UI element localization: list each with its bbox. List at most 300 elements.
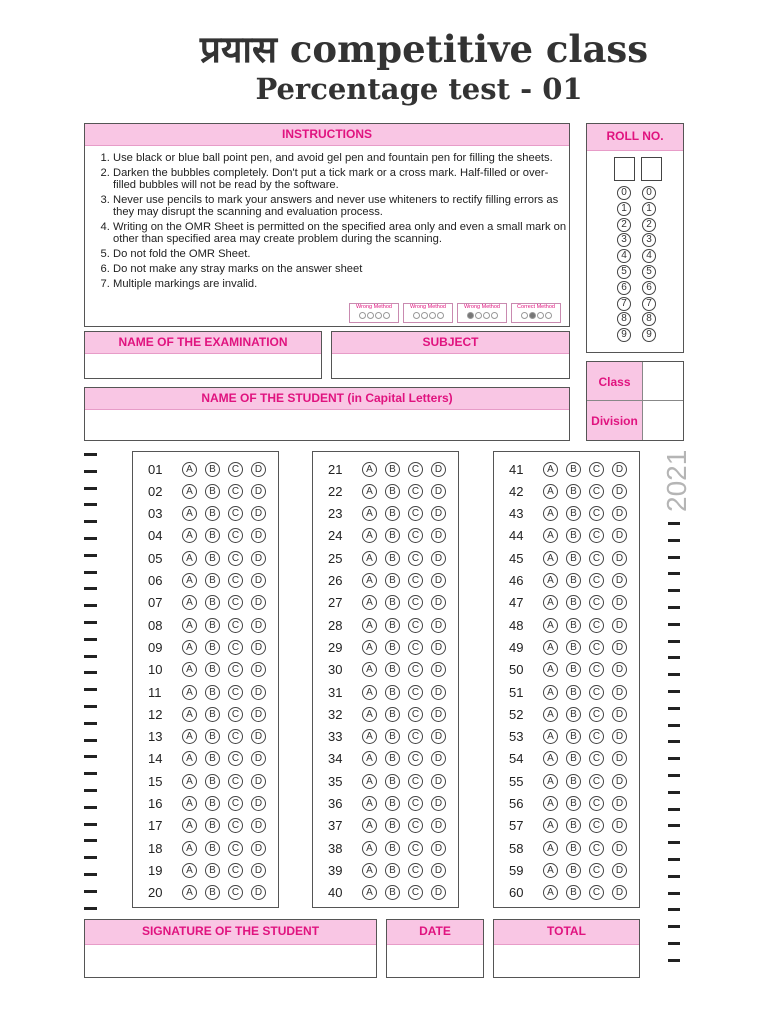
answer-bubble-b[interactable]: B xyxy=(385,751,400,766)
answer-bubble-c[interactable]: C xyxy=(228,751,243,766)
answer-bubble-a[interactable]: A xyxy=(543,774,558,789)
roll-digit-box-2[interactable] xyxy=(641,157,662,181)
answer-bubble-b[interactable]: B xyxy=(385,551,400,566)
answer-bubble-c[interactable]: C xyxy=(589,774,604,789)
answer-bubble-b[interactable]: B xyxy=(205,863,220,878)
answer-bubble-a[interactable]: A xyxy=(362,707,377,722)
answer-bubble-b[interactable]: B xyxy=(385,484,400,499)
answer-bubble-b[interactable]: B xyxy=(205,640,220,655)
roll-digit-bubble[interactable]: 7 xyxy=(617,297,631,311)
answer-bubble-c[interactable]: C xyxy=(408,662,423,677)
answer-bubble-a[interactable]: A xyxy=(182,751,197,766)
answer-bubble-b[interactable]: B xyxy=(205,573,220,588)
question-number: 38 xyxy=(328,840,343,856)
timing-mark xyxy=(84,705,97,708)
division-label-cell xyxy=(587,401,643,440)
answer-bubble-b[interactable]: B xyxy=(566,863,581,878)
answer-bubble-d[interactable]: D xyxy=(251,618,266,633)
answer-bubble-d[interactable]: D xyxy=(612,751,627,766)
answer-bubble-c[interactable]: C xyxy=(589,662,604,677)
answer-bubble-a[interactable]: A xyxy=(543,595,558,610)
question-number: 26 xyxy=(328,573,343,588)
answer-bubble-a[interactable]: A xyxy=(362,774,377,789)
answer-bubble-b[interactable]: B xyxy=(205,751,220,766)
answer-bubble-a[interactable]: A xyxy=(182,662,197,677)
answer-bubble-b[interactable]: B xyxy=(385,841,400,856)
subject-field[interactable] xyxy=(331,331,570,379)
timing-mark xyxy=(84,839,97,842)
answer-bubble-c[interactable]: C xyxy=(408,528,423,543)
answer-bubble-c[interactable]: C xyxy=(408,573,423,588)
answer-bubble-d[interactable]: D xyxy=(612,462,627,477)
answer-bubble-a[interactable]: A xyxy=(362,618,377,633)
examination-name-field[interactable] xyxy=(84,331,322,379)
answer-bubble-b[interactable]: B xyxy=(205,618,220,633)
answer-bubble-b[interactable]: B xyxy=(205,774,220,789)
answer-bubble-a[interactable]: A xyxy=(543,551,558,566)
answer-bubble-d[interactable]: D xyxy=(431,462,446,477)
answer-bubble-d[interactable]: D xyxy=(431,685,446,700)
answer-bubble-d[interactable]: D xyxy=(431,707,446,722)
answer-bubble-d[interactable]: D xyxy=(612,729,627,744)
answer-bubble-c[interactable]: C xyxy=(589,707,604,722)
answer-bubble-a[interactable]: A xyxy=(182,573,197,588)
answer-bubble-d[interactable]: D xyxy=(431,595,446,610)
answer-bubble-a[interactable]: A xyxy=(362,595,377,610)
answer-bubble-b[interactable]: B xyxy=(205,841,220,856)
answer-bubble-d[interactable]: D xyxy=(612,774,627,789)
answer-bubble-b[interactable]: B xyxy=(205,707,220,722)
answer-bubble-a[interactable]: A xyxy=(362,863,377,878)
answer-bubble-c[interactable]: C xyxy=(408,841,423,856)
answer-bubble-d[interactable]: D xyxy=(251,796,266,811)
answer-bubble-a[interactable]: A xyxy=(543,506,558,521)
timing-mark xyxy=(668,774,680,777)
answer-bubble-b[interactable]: B xyxy=(566,462,581,477)
answer-bubble-a[interactable]: A xyxy=(543,462,558,477)
answer-bubble-d[interactable]: D xyxy=(612,885,627,900)
roll-digit-bubble[interactable]: 1 xyxy=(642,202,656,216)
answer-bubble-c[interactable]: C xyxy=(589,796,604,811)
answer-bubble-d[interactable]: D xyxy=(431,818,446,833)
answer-bubble-d[interactable]: D xyxy=(612,484,627,499)
answer-bubble-a[interactable]: A xyxy=(362,484,377,499)
answer-bubble-c[interactable]: C xyxy=(589,841,604,856)
answer-bubble-c[interactable]: C xyxy=(589,528,604,543)
answer-bubble-a[interactable]: A xyxy=(362,818,377,833)
answer-bubble-c[interactable]: C xyxy=(228,551,243,566)
answer-bubble-a[interactable]: A xyxy=(543,885,558,900)
answer-bubble-c[interactable]: C xyxy=(589,863,604,878)
answer-bubble-b[interactable]: B xyxy=(205,885,220,900)
answer-bubble-b[interactable]: B xyxy=(566,484,581,499)
answer-bubble-c[interactable]: C xyxy=(228,528,243,543)
answer-bubble-c[interactable]: C xyxy=(228,573,243,588)
answer-bubble-d[interactable]: D xyxy=(612,707,627,722)
timing-mark xyxy=(84,554,97,557)
answer-bubble-a[interactable]: A xyxy=(182,841,197,856)
answer-bubble-c[interactable]: C xyxy=(228,774,243,789)
answer-bubble-a[interactable]: A xyxy=(362,506,377,521)
answer-bubble-c[interactable]: C xyxy=(408,707,423,722)
answer-bubble-d[interactable]: D xyxy=(251,774,266,789)
answer-bubble-a[interactable]: A xyxy=(543,751,558,766)
answer-bubble-a[interactable]: A xyxy=(543,863,558,878)
answer-bubble-b[interactable]: B xyxy=(385,818,400,833)
answer-bubble-b[interactable]: B xyxy=(205,685,220,700)
answer-bubble-c[interactable]: C xyxy=(228,640,243,655)
answer-bubble-b[interactable]: B xyxy=(385,774,400,789)
total-field[interactable] xyxy=(493,919,640,978)
roll-digit-bubble[interactable]: 2 xyxy=(617,218,631,232)
answer-bubble-d[interactable]: D xyxy=(431,774,446,789)
answer-bubble-c[interactable]: C xyxy=(589,685,604,700)
answer-bubble-b[interactable]: B xyxy=(205,528,220,543)
answer-bubble-c[interactable]: C xyxy=(408,640,423,655)
answer-bubble-d[interactable]: D xyxy=(431,863,446,878)
answer-bubble-a[interactable]: A xyxy=(362,841,377,856)
answer-bubble-c[interactable]: C xyxy=(589,484,604,499)
roll-digit-bubble[interactable]: 0 xyxy=(642,186,656,200)
answer-bubble-d[interactable]: D xyxy=(251,462,266,477)
answer-bubble-a[interactable]: A xyxy=(362,685,377,700)
timing-mark xyxy=(668,858,680,861)
answer-bubble-b[interactable]: B xyxy=(205,551,220,566)
question-row xyxy=(328,573,454,589)
answer-bubble-d[interactable]: D xyxy=(612,640,627,655)
answer-bubble-b[interactable]: B xyxy=(385,885,400,900)
answer-bubble-b[interactable]: B xyxy=(385,863,400,878)
answer-bubble-b[interactable]: B xyxy=(385,573,400,588)
answer-bubble-c[interactable]: C xyxy=(228,863,243,878)
question-row xyxy=(148,796,274,812)
answer-bubble-d[interactable]: D xyxy=(431,796,446,811)
answer-bubble-a[interactable]: A xyxy=(362,662,377,677)
answer-bubble-b[interactable]: B xyxy=(385,685,400,700)
roll-digit-bubble[interactable]: 9 xyxy=(642,328,656,342)
answer-bubble-c[interactable]: C xyxy=(408,751,423,766)
answer-bubble-a[interactable]: A xyxy=(182,707,197,722)
subject-label: SUBJECT xyxy=(332,332,569,354)
answer-bubble-b[interactable]: B xyxy=(205,818,220,833)
answer-bubble-a[interactable]: A xyxy=(362,640,377,655)
answer-bubble-a[interactable]: A xyxy=(543,640,558,655)
answer-bubble-c[interactable]: C xyxy=(589,506,604,521)
answer-bubble-d[interactable]: D xyxy=(612,662,627,677)
question-number: 34 xyxy=(328,751,343,767)
roll-digit-box-1[interactable] xyxy=(614,157,635,181)
answer-bubble-b[interactable]: B xyxy=(385,506,400,521)
answer-bubble-c[interactable]: C xyxy=(589,751,604,766)
answer-bubble-c[interactable]: C xyxy=(408,484,423,499)
answer-bubble-c[interactable]: C xyxy=(589,595,604,610)
answer-bubble-c[interactable]: C xyxy=(408,506,423,521)
answer-bubble-a[interactable]: A xyxy=(182,885,197,900)
answer-bubble-c[interactable]: C xyxy=(228,484,243,499)
answer-bubble-b[interactable]: B xyxy=(385,595,400,610)
answer-bubble-b[interactable]: B xyxy=(566,818,581,833)
answer-bubble-a[interactable]: A xyxy=(182,796,197,811)
answer-bubble-c[interactable]: C xyxy=(589,640,604,655)
answer-bubble-c[interactable]: C xyxy=(408,551,423,566)
question-number: 04 xyxy=(148,528,163,544)
answer-bubble-d[interactable]: D xyxy=(612,528,627,543)
answer-bubble-a[interactable]: A xyxy=(543,618,558,633)
timing-mark xyxy=(668,757,680,760)
roll-digit-bubble[interactable]: 8 xyxy=(617,312,631,326)
question-row xyxy=(509,550,635,566)
answer-bubble-a[interactable]: A xyxy=(543,573,558,588)
roll-digit-bubble[interactable]: 6 xyxy=(642,281,656,295)
answer-bubble-c[interactable]: C xyxy=(228,885,243,900)
answer-bubble-d[interactable]: D xyxy=(431,841,446,856)
timing-mark xyxy=(668,925,680,928)
answer-bubble-c[interactable]: C xyxy=(228,595,243,610)
method-label: Wrong Method xyxy=(410,304,446,310)
answer-bubble-b[interactable]: B xyxy=(205,662,220,677)
timing-mark xyxy=(668,623,680,626)
roll-number-header: ROLL NO. xyxy=(587,124,683,151)
answer-bubble-a[interactable]: A xyxy=(543,729,558,744)
answer-bubble-c[interactable]: C xyxy=(408,885,423,900)
student-name-field[interactable] xyxy=(84,387,570,441)
answer-bubble-a[interactable]: A xyxy=(362,751,377,766)
answer-bubble-b[interactable]: B xyxy=(566,528,581,543)
answer-bubble-a[interactable]: A xyxy=(182,506,197,521)
answer-bubble-d[interactable]: D xyxy=(431,528,446,543)
answer-bubble-b[interactable]: B xyxy=(205,506,220,521)
answer-bubble-a[interactable]: A xyxy=(362,729,377,744)
roll-digit-bubble[interactable]: 6 xyxy=(617,281,631,295)
answer-bubble-b[interactable]: B xyxy=(205,484,220,499)
answer-bubble-c[interactable]: C xyxy=(589,885,604,900)
answer-bubble-d[interactable]: D xyxy=(612,863,627,878)
answer-bubble-c[interactable]: C xyxy=(408,774,423,789)
answer-bubble-a[interactable]: A xyxy=(182,685,197,700)
answer-bubble-b[interactable]: B xyxy=(566,751,581,766)
answer-bubble-c[interactable]: C xyxy=(408,729,423,744)
division-input[interactable] xyxy=(643,401,683,440)
answer-bubble-d[interactable]: D xyxy=(612,506,627,521)
answer-bubble-b[interactable]: B xyxy=(566,618,581,633)
answer-bubble-a[interactable]: A xyxy=(362,551,377,566)
answer-bubble-d[interactable]: D xyxy=(431,573,446,588)
answer-bubble-d[interactable]: D xyxy=(251,573,266,588)
answer-bubble-d[interactable]: D xyxy=(251,685,266,700)
answer-bubble-a[interactable]: A xyxy=(182,774,197,789)
answer-bubble-c[interactable]: C xyxy=(589,729,604,744)
answer-bubble-c[interactable]: C xyxy=(408,863,423,878)
answer-bubble-d[interactable]: D xyxy=(431,729,446,744)
answer-bubble-b[interactable]: B xyxy=(205,729,220,744)
answer-bubble-c[interactable]: C xyxy=(408,595,423,610)
answer-bubble-b[interactable]: B xyxy=(566,885,581,900)
answer-bubble-a[interactable]: A xyxy=(543,796,558,811)
answer-bubble-c[interactable]: C xyxy=(589,618,604,633)
roll-digit-bubble[interactable]: 5 xyxy=(642,265,656,279)
answer-bubble-d[interactable]: D xyxy=(251,640,266,655)
roll-digit-bubble[interactable]: 3 xyxy=(642,233,656,247)
answer-bubble-d[interactable]: D xyxy=(251,885,266,900)
answer-bubble-c[interactable]: C xyxy=(408,796,423,811)
answer-bubble-a[interactable]: A xyxy=(543,818,558,833)
answer-bubble-d[interactable]: D xyxy=(251,484,266,499)
answer-bubble-b[interactable]: B xyxy=(566,685,581,700)
answer-bubble-b[interactable]: B xyxy=(385,528,400,543)
answer-bubble-b[interactable]: B xyxy=(385,640,400,655)
answer-bubble-d[interactable]: D xyxy=(251,528,266,543)
answer-bubble-c[interactable]: C xyxy=(589,462,604,477)
answer-bubble-b[interactable]: B xyxy=(566,841,581,856)
roll-digit-bubble[interactable]: 7 xyxy=(642,297,656,311)
answer-bubble-a[interactable]: A xyxy=(362,796,377,811)
question-row xyxy=(148,617,274,633)
question-number: 39 xyxy=(328,862,343,878)
answer-bubble-b[interactable]: B xyxy=(566,506,581,521)
answer-bubble-a[interactable]: A xyxy=(182,528,197,543)
answer-bubble-a[interactable]: A xyxy=(362,573,377,588)
answer-bubble-a[interactable]: A xyxy=(182,551,197,566)
answer-bubble-c[interactable]: C xyxy=(228,796,243,811)
answer-bubble-c[interactable]: C xyxy=(228,729,243,744)
question-number: 21 xyxy=(328,461,343,477)
roll-digit-bubble[interactable]: 3 xyxy=(617,233,631,247)
answer-bubble-a[interactable]: A xyxy=(182,863,197,878)
answer-bubble-d[interactable]: D xyxy=(251,662,266,677)
answer-bubble-d[interactable]: D xyxy=(251,595,266,610)
roll-digit-bubble[interactable]: 2 xyxy=(642,218,656,232)
answer-bubble-b[interactable]: B xyxy=(385,462,400,477)
answer-bubble-a[interactable]: A xyxy=(182,462,197,477)
answer-bubble-d[interactable]: D xyxy=(251,841,266,856)
answer-bubble-d[interactable]: D xyxy=(251,818,266,833)
answer-bubble-d[interactable]: D xyxy=(431,484,446,499)
answer-bubble-c[interactable]: C xyxy=(408,618,423,633)
answer-bubble-c[interactable]: C xyxy=(228,662,243,677)
answer-bubble-d[interactable]: D xyxy=(431,662,446,677)
answer-bubble-d[interactable]: D xyxy=(431,640,446,655)
question-number: 40 xyxy=(328,885,343,901)
answer-bubble-d[interactable]: D xyxy=(251,707,266,722)
answer-bubble-b[interactable]: B xyxy=(205,462,220,477)
answer-bubble-b[interactable]: B xyxy=(566,662,581,677)
answer-bubble-a[interactable]: A xyxy=(543,484,558,499)
answer-bubble-a[interactable]: A xyxy=(362,528,377,543)
answer-bubble-b[interactable]: B xyxy=(566,551,581,566)
answer-bubble-d[interactable]: D xyxy=(612,796,627,811)
answer-bubble-b[interactable]: B xyxy=(205,796,220,811)
answer-bubble-a[interactable]: A xyxy=(362,462,377,477)
roll-digit-bubble[interactable]: 9 xyxy=(617,328,631,342)
answer-bubble-b[interactable]: B xyxy=(566,729,581,744)
question-row xyxy=(509,818,635,834)
answer-bubble-d[interactable]: D xyxy=(431,885,446,900)
answer-bubble-b[interactable]: B xyxy=(385,707,400,722)
answer-bubble-b[interactable]: B xyxy=(566,774,581,789)
answer-bubble-c[interactable]: C xyxy=(228,707,243,722)
answer-bubble-a[interactable]: A xyxy=(543,685,558,700)
answer-bubble-b[interactable]: B xyxy=(385,729,400,744)
answer-bubble-d[interactable]: D xyxy=(612,551,627,566)
answer-bubble-c[interactable]: C xyxy=(589,573,604,588)
answer-bubble-a[interactable]: A xyxy=(182,818,197,833)
answer-bubble-d[interactable]: D xyxy=(612,685,627,700)
answer-bubble-a[interactable]: A xyxy=(182,640,197,655)
answer-bubble-c[interactable]: C xyxy=(228,685,243,700)
answer-bubble-c[interactable]: C xyxy=(408,462,423,477)
question-number: 05 xyxy=(148,550,163,566)
answer-bubble-d[interactable]: D xyxy=(251,751,266,766)
roll-digit-bubble[interactable]: 1 xyxy=(617,202,631,216)
answer-bubble-c[interactable]: C xyxy=(228,462,243,477)
answer-bubble-a[interactable]: A xyxy=(182,618,197,633)
answer-bubble-d[interactable]: D xyxy=(612,618,627,633)
answer-bubble-d[interactable]: D xyxy=(612,841,627,856)
answer-bubble-b[interactable]: B xyxy=(566,707,581,722)
answer-bubble-d[interactable]: D xyxy=(612,818,627,833)
answer-bubble-b[interactable]: B xyxy=(566,595,581,610)
roll-digit-bubble[interactable]: 8 xyxy=(642,312,656,326)
answer-bubble-c[interactable]: C xyxy=(228,818,243,833)
answer-bubble-d[interactable]: D xyxy=(251,729,266,744)
answer-bubble-d[interactable]: D xyxy=(431,506,446,521)
question-number: 30 xyxy=(328,662,343,678)
answer-bubble-a[interactable]: A xyxy=(182,729,197,744)
answer-bubble-c[interactable]: C xyxy=(589,818,604,833)
answer-bubble-d[interactable]: D xyxy=(431,751,446,766)
answer-bubble-b[interactable]: B xyxy=(385,796,400,811)
date-field[interactable] xyxy=(386,919,484,978)
answer-bubble-b[interactable]: B xyxy=(205,595,220,610)
answer-bubble-c[interactable]: C xyxy=(408,818,423,833)
answer-bubble-c[interactable]: C xyxy=(228,618,243,633)
answer-bubble-a[interactable]: A xyxy=(543,662,558,677)
question-row xyxy=(328,461,454,477)
answer-bubble-c[interactable]: C xyxy=(408,685,423,700)
answer-bubble-b[interactable]: B xyxy=(566,796,581,811)
roll-digit-bubble[interactable]: 4 xyxy=(642,249,656,263)
answer-bubble-c[interactable]: C xyxy=(589,551,604,566)
answer-bubble-d[interactable]: D xyxy=(431,551,446,566)
answer-bubble-d[interactable]: D xyxy=(612,595,627,610)
instruction-item: 6. Do not make any stray marks on the answer sheet xyxy=(113,263,569,275)
answer-bubble-b[interactable]: B xyxy=(566,573,581,588)
signature-field[interactable] xyxy=(84,919,377,978)
answer-bubble-b[interactable]: B xyxy=(385,662,400,677)
answer-bubble-d[interactable]: D xyxy=(251,863,266,878)
answer-bubble-a[interactable]: A xyxy=(543,707,558,722)
answer-bubble-b[interactable]: B xyxy=(566,640,581,655)
roll-digit-bubble[interactable]: 4 xyxy=(617,249,631,263)
answer-bubble-d[interactable]: D xyxy=(612,573,627,588)
roll-digit-bubble[interactable]: 0 xyxy=(617,186,631,200)
roll-digit-bubble[interactable]: 5 xyxy=(617,265,631,279)
answer-bubble-b[interactable]: B xyxy=(385,618,400,633)
answer-bubble-d[interactable]: D xyxy=(251,551,266,566)
answer-bubble-d[interactable]: D xyxy=(251,506,266,521)
answer-bubble-a[interactable]: A xyxy=(543,841,558,856)
class-input[interactable] xyxy=(643,362,683,401)
answer-bubble-c[interactable]: C xyxy=(228,506,243,521)
instruction-item: 3. Never use pencils to mark your answers and never use whiteners to rectify filling errors as they may disrupt the scanning and evaluation process. xyxy=(113,194,569,218)
answer-bubble-d[interactable]: D xyxy=(431,618,446,633)
answer-bubble-a[interactable]: A xyxy=(182,595,197,610)
answer-bubble-a[interactable]: A xyxy=(362,885,377,900)
answer-bubble-c[interactable]: C xyxy=(228,841,243,856)
answer-bubble-a[interactable]: A xyxy=(543,528,558,543)
answer-bubble-a[interactable]: A xyxy=(182,484,197,499)
timing-mark xyxy=(84,907,97,910)
